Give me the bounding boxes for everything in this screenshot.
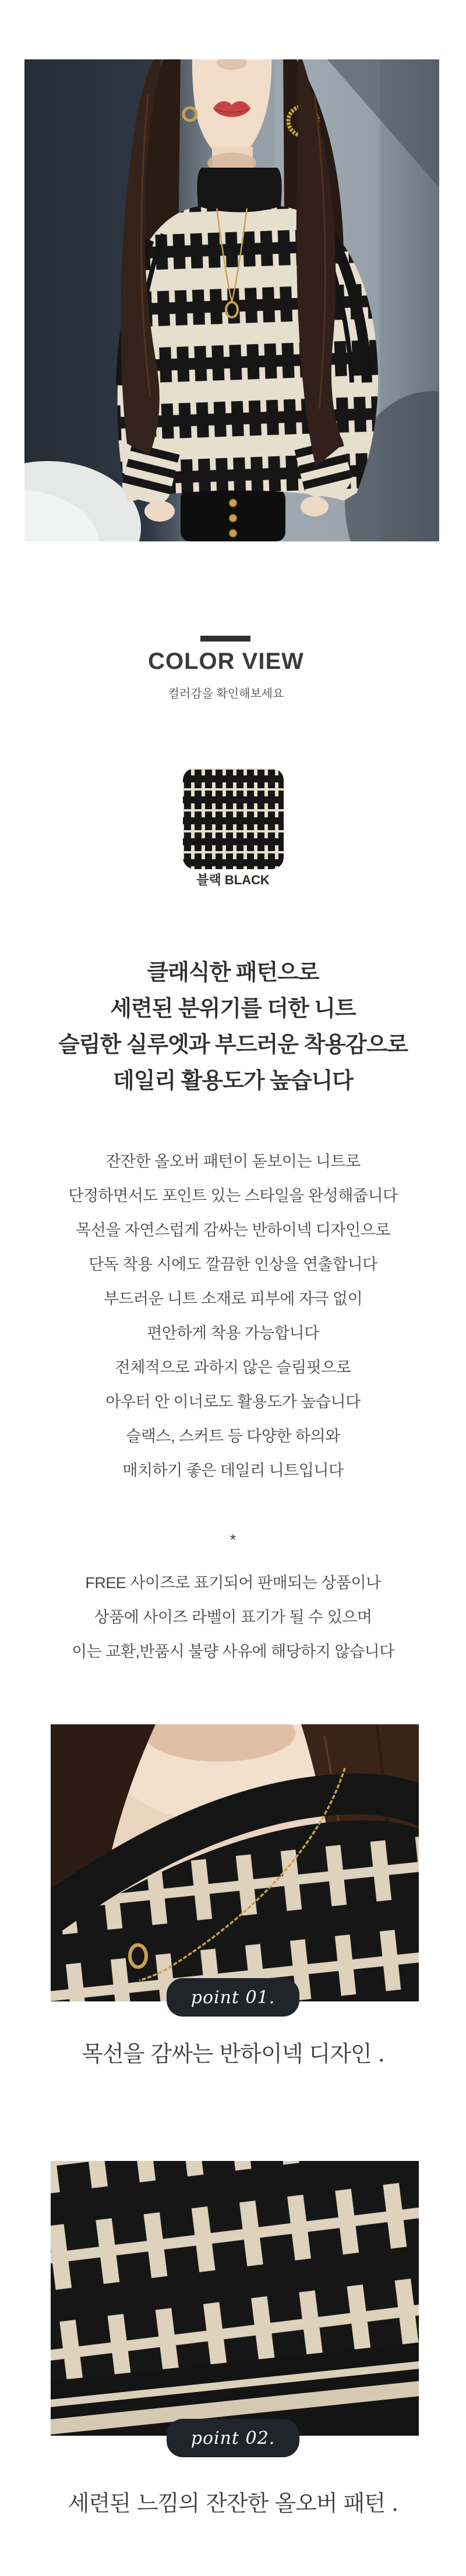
swatch-color-label: 블랙 BLACK: [196, 873, 270, 887]
gold-button: [230, 515, 237, 522]
black-pants: [181, 489, 285, 541]
notice-asterisk: *: [230, 1531, 236, 1549]
description-line: 부드러운 니트 소재로 피부에 자극 없이: [103, 1290, 363, 1308]
point02-caption: 세련된 느낌의 잔잔한 올오버 패턴 .: [68, 2490, 398, 2516]
headline-line: 슬림한 실루엣과 부드러운 착용감으로: [58, 1033, 408, 1057]
point02-photo-illustration: [51, 2161, 419, 2436]
point01-photo-illustration: [51, 1724, 419, 2001]
description-line: 목선을 자연스럽게 감싸는 반하이넥 디자인으로: [76, 1221, 390, 1239]
notice-line: FREE 사이즈로 표기되어 판매되는 상품이나: [85, 1574, 381, 1592]
color-view-title: COLOR VIEW: [148, 649, 304, 674]
gold-button: [230, 530, 237, 537]
description-line: 잔잔한 올오버 패턴이 돋보이는 니트로: [105, 1153, 361, 1170]
headline-block: [0, 955, 466, 1099]
description-line: 단독 착용 시에도 깔끔한 인상을 연출합니다: [89, 1256, 377, 1273]
point01-photo: [51, 1724, 419, 2001]
headline-line: 세련된 분위기를 더한 니트: [110, 997, 356, 1021]
description-line: 편안하게 착용 가능합니다: [147, 1324, 319, 1342]
description-line: 슬랙스, 스커트 등 다양한 하의와: [126, 1427, 340, 1445]
description-line: 아우터 안 이너로도 활용도가 높습니다: [105, 1393, 361, 1411]
description-line: 매치하기 좋은 데일리 니트입니다: [122, 1462, 344, 1479]
description-block: [0, 1145, 466, 1488]
point02-photo: [51, 2161, 419, 2436]
color-swatch-black: [183, 768, 284, 869]
description-line: 단정하면서도 포인트 있는 스타일을 완성해줍니다: [68, 1187, 398, 1204]
left-hand: [144, 501, 175, 522]
size-notice-block: [0, 1566, 466, 1669]
mock-neck-collar: [197, 168, 281, 212]
hero-product-photo: [24, 59, 439, 541]
right-hand: [301, 497, 329, 516]
headline-line: 데일리 활용도가 높습니다: [113, 1069, 353, 1093]
hero-photo-illustration: [24, 59, 439, 541]
point02-badge: point 02.: [167, 2419, 299, 2457]
headline-line: 클래식한 패턴으로: [147, 961, 319, 985]
point01-caption: 목선을 감싸는 반하이넥 디자인 .: [82, 2041, 384, 2067]
description-line: 전체적으로 과하지 않은 슬림핏으로: [115, 1359, 351, 1376]
houndstooth-swatch-illustration: [183, 768, 284, 869]
notice-line: 이는 교환,반품시 불량 사유에 해당하지 않습니다: [72, 1643, 394, 1660]
section-divider-bar: [200, 636, 250, 642]
notice-line: 상품에 사이즈 라벨이 표기가 될 수 있으며: [94, 1608, 372, 1626]
color-view-subtitle: 컬러감을 확인해보세요: [168, 688, 284, 700]
point01-badge: point 01.: [167, 1978, 299, 2017]
gold-button: [230, 499, 237, 507]
